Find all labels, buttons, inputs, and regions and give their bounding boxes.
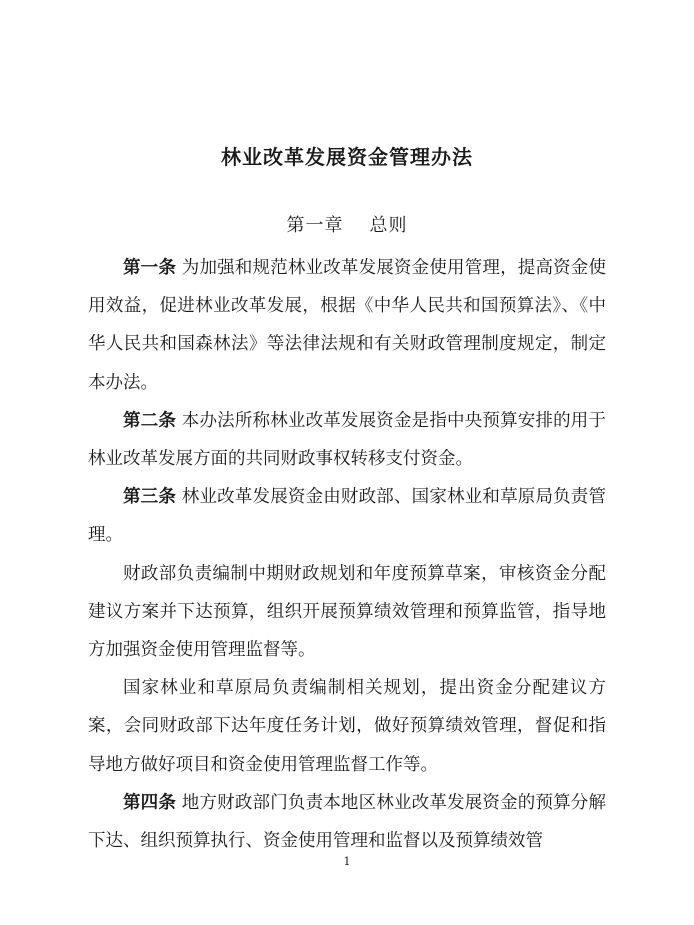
paragraph-text: 林业改革发展资金由财政部、国家林业和草原局负责管理。 — [88, 487, 606, 546]
chapter-number: 第一章 — [286, 215, 344, 236]
paragraph-article-3 — [88, 478, 606, 554]
chapter-name: 总则 — [369, 215, 408, 236]
paragraph-article-1 — [88, 249, 606, 402]
paragraph-text: 财政部负责编制中期财政规划和年度预算草案，审核资金分配建议方案并下达预算，组织开展预算绩效管理和预算监管，指导地方加强资金使用管理监督等。 — [88, 563, 606, 661]
article-label: 第三条 — [123, 487, 177, 508]
paragraph-text: 本办法所称林业改革发展资金是指中央预算安排的用于林业改革发展方面的共同财政事权转移支付资金。 — [88, 410, 606, 470]
paragraph-text: 国家林业和草原局负责编制相关规划，提出资金分配建议方案，会同财政部下达年度任务计划，做好预算绩效管理，督促和指导地方做好项目和资金使用管理监督工作等。 — [88, 678, 606, 775]
paragraph-article-4 — [88, 784, 606, 860]
paragraph-finance-ministry — [88, 555, 606, 670]
paragraph-text: 地方财政部门负责本地区林业改革发展资金的预算分解下达、组织预算执行、资金使用管理和监督以及预算绩效管 — [88, 792, 606, 852]
article-label: 第四条 — [123, 792, 177, 813]
chapter-heading — [0, 212, 694, 240]
document-title: 林业改革发展资金管理办法 — [221, 145, 473, 169]
paragraph-forestry-administration — [88, 669, 606, 784]
article-label: 第一条 — [123, 258, 177, 278]
paragraph-text: 为加强和规范林业改革发展资金使用管理，提高资金使用效益，促进林业改革发展，根据《中华人民共和国预算法》、《中华人民共和国森林法》等法律法规和有关财政管理制度规定，制定本办法。 — [88, 258, 606, 393]
paragraph-article-2 — [88, 402, 606, 478]
article-label: 第二条 — [123, 410, 177, 431]
page-number: 1 — [343, 855, 351, 868]
document-body — [88, 249, 606, 860]
